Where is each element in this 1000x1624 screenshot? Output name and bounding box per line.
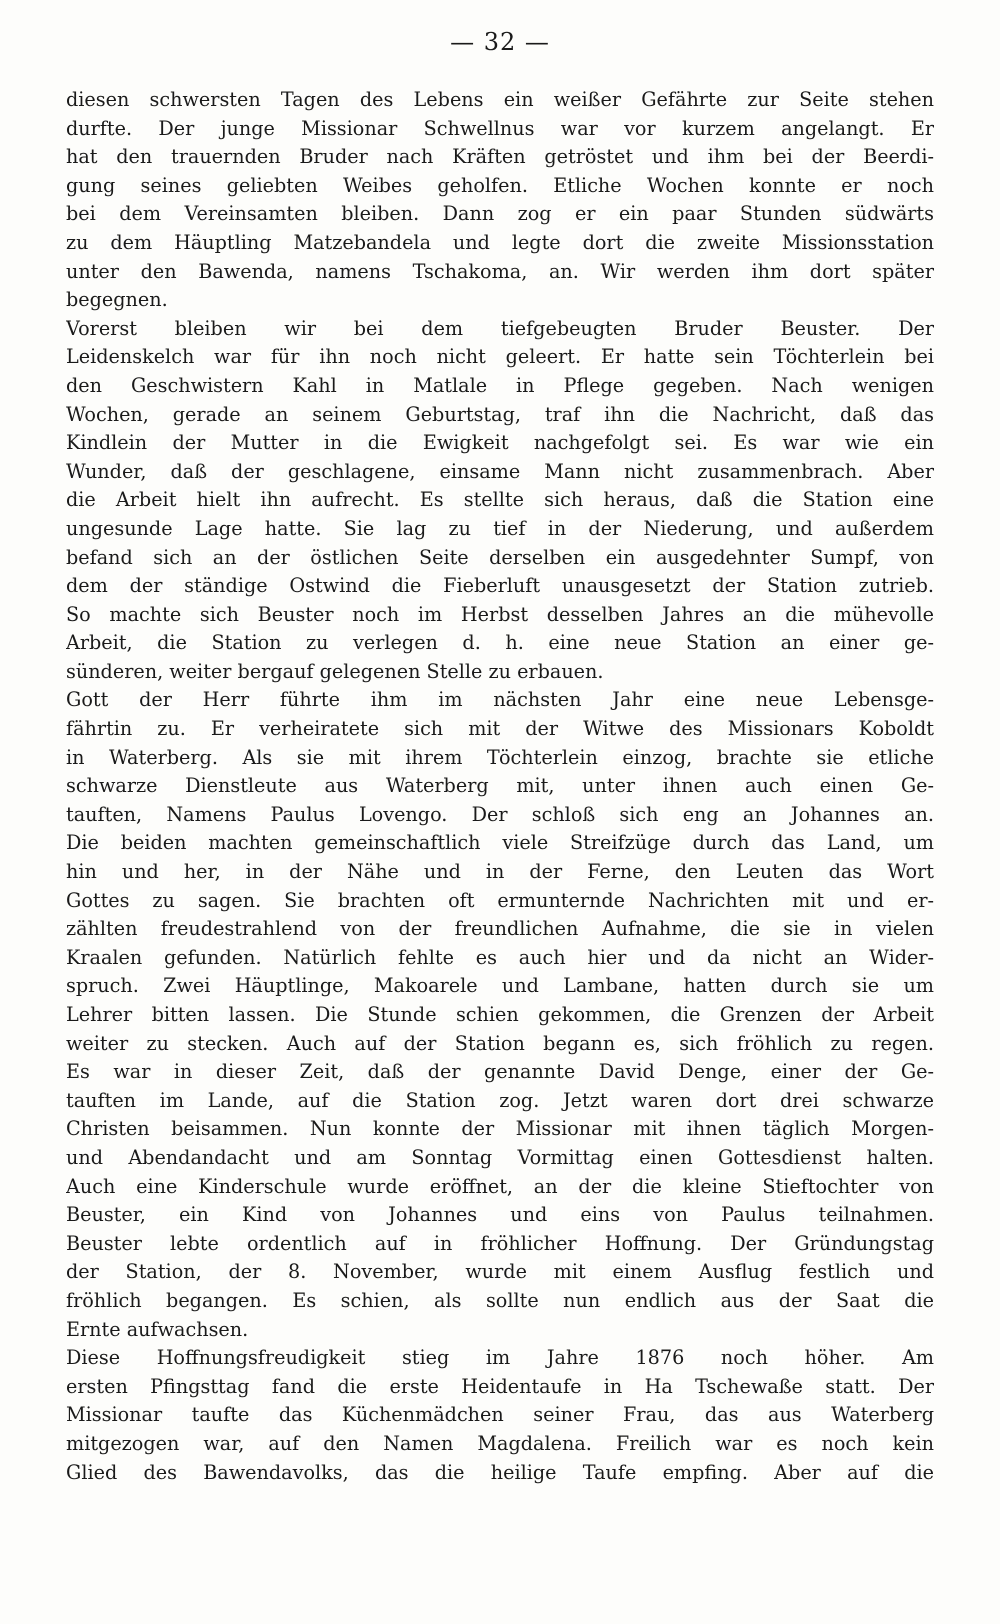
text-line: und Abendandacht und am Sonntag Vormittag einen Gottesdienst halten.	[66, 1145, 934, 1169]
text-line: tauften, Namens Paulus Lovengo. Der schloß sich eng an Johannes an.	[66, 802, 934, 826]
text-line: den Geschwistern Kahl in Matlale in Pflege gegeben. Nach wenigen	[66, 373, 934, 397]
text-line: Auch eine Kinderschule wurde eröffnet, an der die kleine Stieftochter von	[66, 1174, 934, 1198]
text-line: sünderen, weiter bergauf gelegenen Stelle zu erbauen.	[66, 659, 604, 683]
text-line: schwarze Dienstleute aus Waterberg mit, unter ihnen auch einen Ge-	[66, 774, 934, 798]
text-line: diesen schwersten Tagen des Lebens ein weißer Gefährte zur Seite stehen	[66, 88, 934, 111]
text-line: Kindlein der Mutter in die Ewigkeit nachgefolgt sei. Es war wie ein	[66, 431, 934, 455]
text-line: in Waterberg. Als sie mit ihrem Töchterlein einzog, brachte sie etliche	[66, 745, 934, 769]
text-line: Arbeit, die Station zu verlegen d. h. eine neue Station an einer ge-	[66, 631, 934, 655]
text-line: ersten Pfingsttag fand die erste Heidentaufe in Ha Tschewaße statt. Der	[66, 1374, 934, 1398]
text-line: Es war in dieser Zeit, daß der genannte David Denge, einer der Ge-	[66, 1060, 934, 1084]
text-line: Ernte aufwachsen.	[66, 1317, 249, 1341]
text-line: Vorerst bleiben wir bei dem tiefgebeugten Bruder Beuster. Der	[66, 316, 934, 340]
text-line: Beuster lebte ordentlich auf in fröhlicher Hoffnung. Der Gründungstag	[66, 1231, 934, 1255]
text-line: weiter zu stecken. Auch auf der Station begann es, sich fröhlich zu regen.	[66, 1031, 934, 1055]
text-line: der Station, der 8. November, wurde mit einem Ausflug festlich und	[66, 1260, 934, 1284]
text-line: Leidenskelch war für ihn noch nicht geleert. Er hatte sein Töchterlein bei	[66, 345, 934, 369]
text-line: zählten freudestrahlend von der freundlichen Aufnahme, die sie in vielen	[66, 917, 934, 941]
text-line: Wochen, gerade an seinem Geburtstag, traf ihn die Nachricht, daß das	[66, 402, 934, 426]
text-line: befand sich an der östlichen Seite derselben ein ausgedehnter Sumpf, von	[66, 545, 934, 569]
text-line: Diese Hoffnungsfreudigkeit stieg im Jahre 1876 noch höher. Am	[66, 1346, 934, 1370]
text-line: hat den trauernden Bruder nach Kräften getröstet und ihm bei der Beerdi-	[66, 145, 934, 169]
text-line: die Arbeit hielt ihn aufrecht. Es stellte sich heraus, daß die Station eine	[66, 488, 934, 512]
text-line: Wunder, daß der geschlagene, einsame Mann nicht zusammenbrach. Aber	[66, 459, 934, 483]
text-line: Christen beisammen. Nun konnte der Missionar mit ihnen täglich Morgen-	[66, 1117, 934, 1141]
text-line: unter den Bawenda, namens Tschakoma, an. Wir werden ihm dort später	[66, 259, 934, 283]
text-line: zu dem Häuptling Matzebandela und legte dort die zweite Missionsstation	[66, 230, 934, 254]
text-line: fröhlich begangen. Es schien, als sollte nun endlich aus der Saat die	[66, 1288, 934, 1312]
text-line: Lehrer bitten lassen. Die Stunde schien gekommen, die Grenzen der Arbeit	[66, 1003, 934, 1026]
text-line: begegnen.	[66, 288, 168, 312]
page-number: — 32 —	[450, 28, 550, 56]
text-line: mitgezogen war, auf den Namen Magdalena. Freilich war es noch kein	[66, 1431, 934, 1455]
text-line: Die beiden machten gemeinschaftlich viele Streifzüge durch das Land, um	[66, 831, 934, 855]
text-line: ungesunde Lage hatte. Sie lag zu tief in der Niederung, und außerdem	[66, 516, 934, 540]
text-line: dem der ständige Ostwind die Fieberluft unausgesetzt der Station zutrieb.	[66, 574, 934, 598]
text-line: tauften im Lande, auf die Station zog. Jetzt waren dort drei schwarze	[66, 1088, 934, 1112]
text-line: Beuster, ein Kind von Johannes und eins von Paulus teilnahmen.	[66, 1203, 934, 1227]
text-line: spruch. Zwei Häuptlinge, Makoarele und Lambane, hatten durch sie um	[66, 974, 934, 998]
text-line: gung seines geliebten Weibes geholfen. Etliche Wochen konnte er noch	[66, 173, 934, 197]
text-line: Missionar taufte das Küchenmädchen seiner Frau, das aus Waterberg	[66, 1403, 934, 1427]
text-line: Gottes zu sagen. Sie brachten oft ermunternde Nachrichten mit und er-	[66, 888, 934, 912]
text-line: bei dem Vereinsamten bleiben. Dann zog er ein paar Stunden südwärts	[66, 202, 934, 226]
text-line: Gott der Herr führte ihm im nächsten Jahr eine neue Lebensge-	[66, 688, 934, 712]
text-line: So machte sich Beuster noch im Herbst desselben Jahres an die mühevolle	[66, 602, 934, 626]
text-line: Glied des Bawendavolks, das die heilige Taufe empfing. Aber auf die	[66, 1460, 934, 1484]
body-text	[66, 86, 934, 1487]
text-line: hin und her, in der Nähe und in der Ferne, den Leuten das Wort	[66, 860, 934, 884]
text-line: Kraalen gefunden. Natürlich fehlte es auch hier und da nicht an Wider-	[66, 945, 934, 969]
text-line: fährtin zu. Er verheiratete sich mit der Witwe des Missionars Koboldt	[66, 717, 934, 741]
text-line: durfte. Der junge Missionar Schwellnus war vor kurzem angelangt. Er	[66, 116, 934, 140]
